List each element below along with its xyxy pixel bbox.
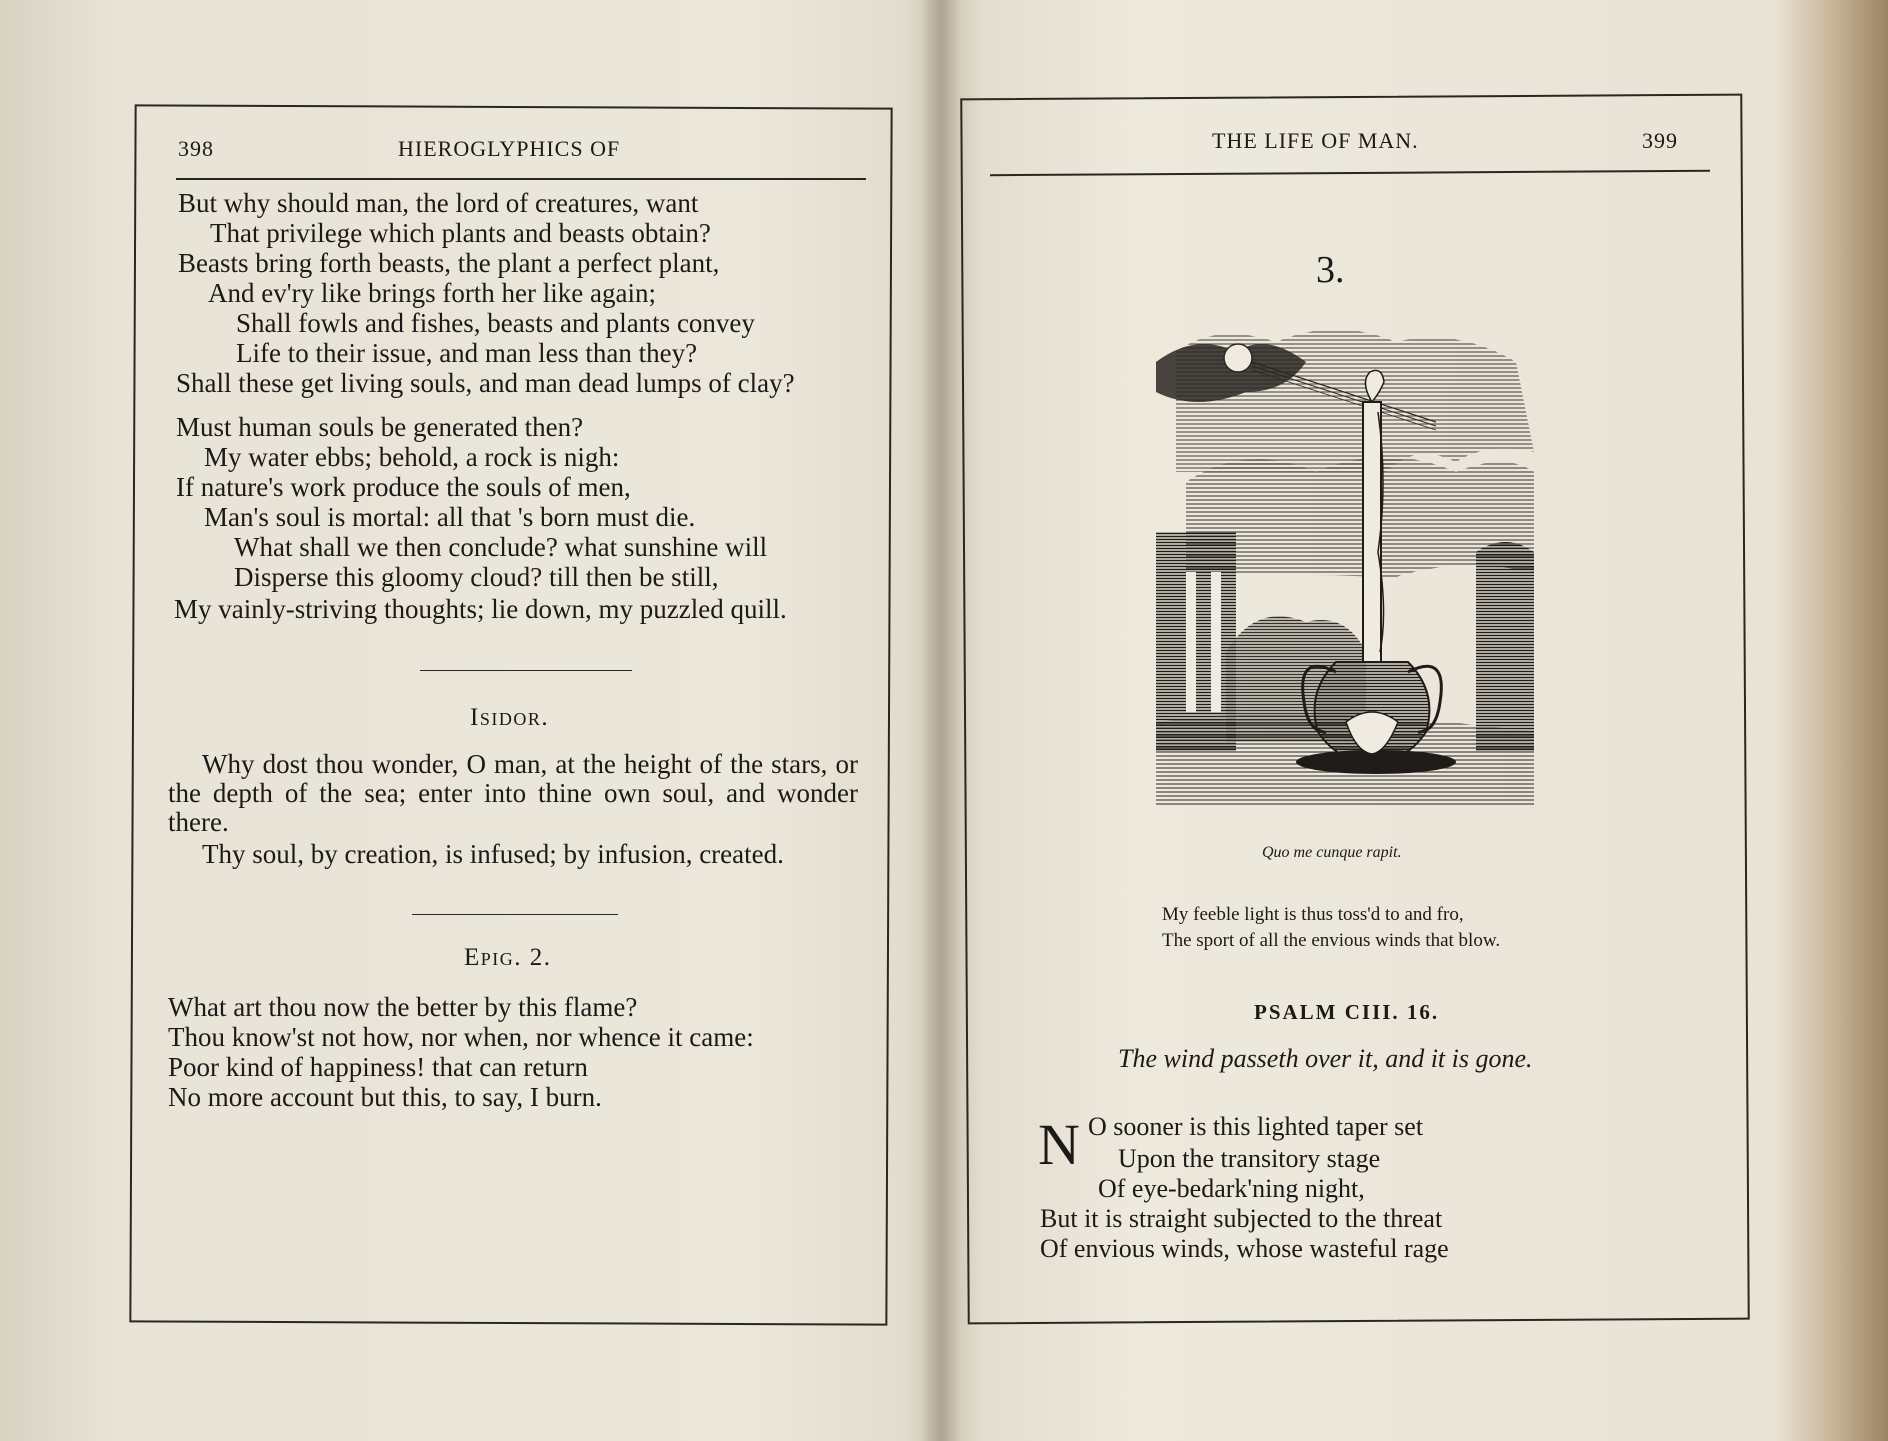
verse-line: Must human souls be generated then? <box>176 412 584 442</box>
verse-line: Shall these get living souls, and man dead lumps of clay? <box>176 368 795 398</box>
couplet-line: The sport of all the envious winds that blow. <box>1162 930 1501 951</box>
verse-line: Man's soul is mortal: all that 's born must die. <box>204 502 696 532</box>
book-gutter <box>920 0 960 1441</box>
isidor-heading: Isidor. <box>470 704 550 731</box>
verse-line: What shall we then conclude? what sunshine will <box>234 532 768 562</box>
verse-line: Life to their issue, and man less than they? <box>236 338 698 368</box>
verse-line: Beasts bring forth beasts, the plant a perfect plant, <box>178 248 720 278</box>
verse-line: Of envious winds, whose wasteful rage <box>1040 1234 1449 1263</box>
right-running-head: THE LIFE OF MAN. <box>1212 128 1419 153</box>
verse-line: My vainly-striving thoughts; lie down, my puzzled quill. <box>174 594 787 624</box>
verse-line: And ev'ry like brings forth her like again; <box>208 278 656 308</box>
verse-line: What art thou now the better by this flame? <box>168 992 638 1022</box>
isidor-paragraph: Why dost thou wonder, O man, at the height of the stars, or the depth of the sea; enter into thine own soul, and wonder there. <box>168 749 858 837</box>
verse-line: If nature's work produce the souls of men, <box>176 472 631 502</box>
verse-line: Shall fowls and fishes, beasts and plants convey <box>236 308 755 338</box>
section-divider <box>412 914 618 915</box>
epig-heading: Epig. 2. <box>464 944 552 971</box>
verse-line: No more account but this, to say, I burn. <box>168 1082 602 1112</box>
psalm-motto: The wind passeth over it, and it is gone. <box>1118 1044 1533 1073</box>
isidor-paragraph: Thy soul, by creation, is infused; by infusion, created. <box>202 839 784 869</box>
verse-line: My water ebbs; behold, a rock is nigh: <box>204 442 620 472</box>
right-page-number: 399 <box>1642 128 1678 153</box>
left-page-number: 398 <box>178 136 214 161</box>
verse-line: But why should man, the lord of creatures, want <box>178 188 699 218</box>
verse-line: But it is straight subjected to the threat <box>1040 1204 1443 1233</box>
verse-line: Poor kind of happiness! that can return <box>168 1052 588 1082</box>
psalm-heading: PSALM CIII. 16. <box>1254 1000 1440 1024</box>
verse-line: Of eye-bedark'ning night, <box>1098 1174 1365 1203</box>
verse-line: That privilege which plants and beasts obtain? <box>210 218 711 248</box>
couplet-line: My feeble light is thus toss'd to and fro, <box>1162 904 1464 925</box>
emblem-number: 3. <box>1316 249 1345 291</box>
verse-line: Disperse this gloomy cloud? till then be still, <box>234 562 719 592</box>
drop-cap: N <box>1038 1112 1080 1177</box>
left-head-rule <box>176 178 866 180</box>
verse-line: Upon the transitory stage <box>1118 1144 1381 1173</box>
section-divider <box>420 670 632 671</box>
verse-line: O sooner is this lighted taper set <box>1088 1112 1424 1141</box>
left-running-head: HIEROGLYPHICS OF <box>398 136 621 161</box>
emblem-caption: Quo me cunque rapit. <box>1262 844 1402 861</box>
emblem-engraving <box>1156 322 1534 806</box>
verse-line: Thou know'st not how, nor when, nor whence it came: <box>168 1022 754 1052</box>
